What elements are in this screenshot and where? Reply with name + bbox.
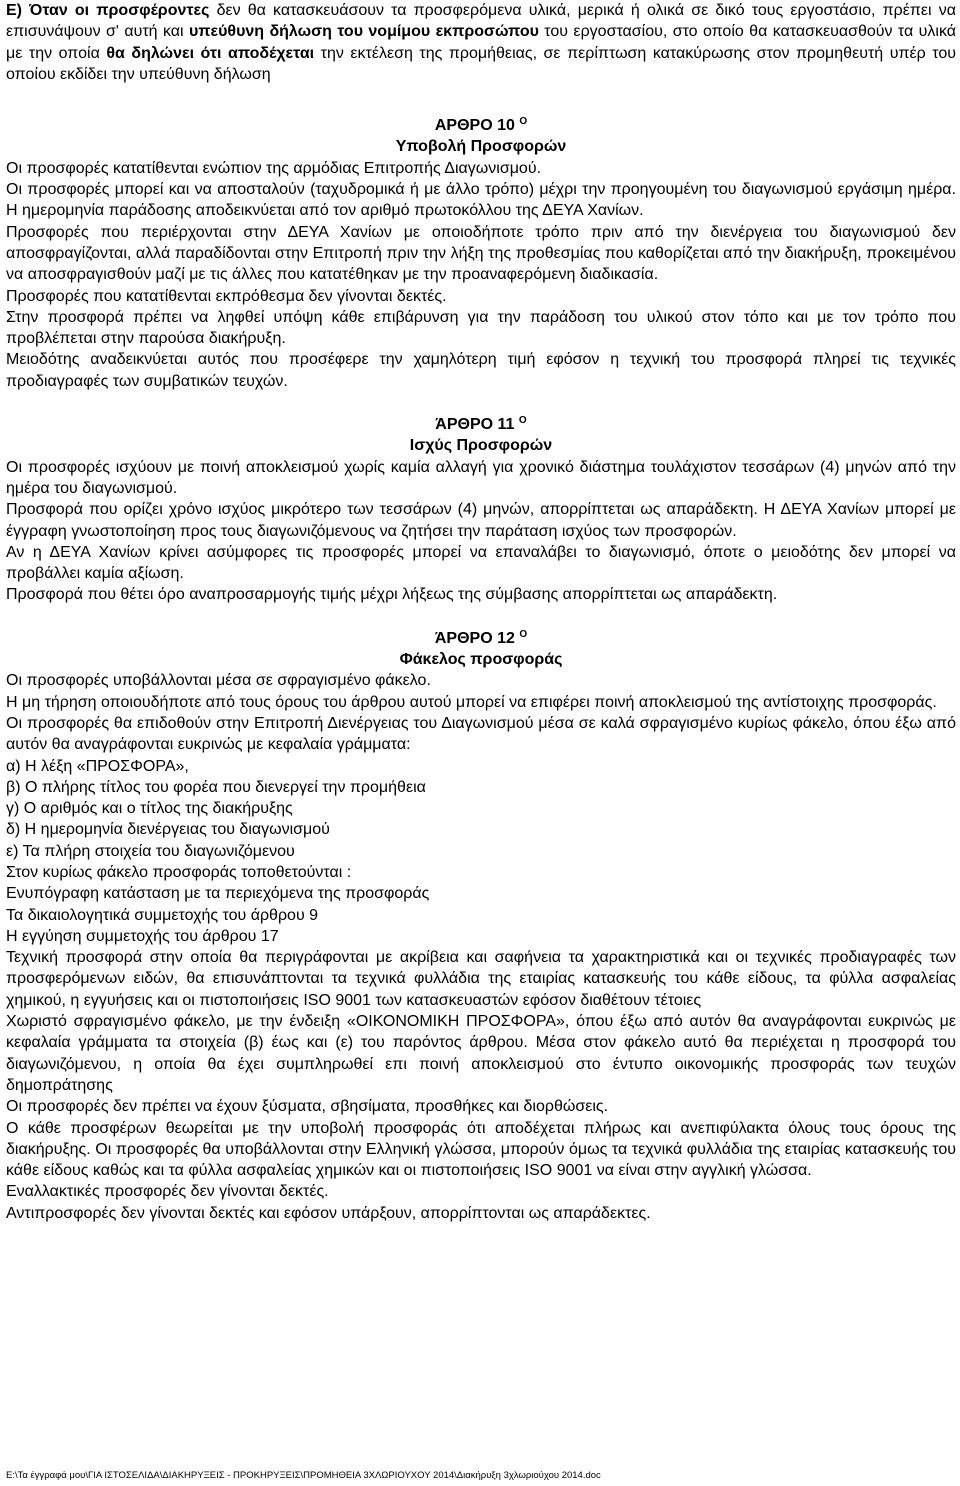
article-12-p-acceptance: Ο κάθε προσφέρων θεωρείται με την υποβολή προσφοράς ότι αποδέχεται πλήρως και ανεπιφύλακτα όλους τους όρους της διακήρυξης. Οι προσφορές θα υποβάλλονται στην Ελληνική γλώσσα, μπορούν όμως τα τεχνικά φυλλάδια της εταιρίας κατασκευής του κάθε είδους καθώς και τα φύλλα ασφαλείας χημικών και οι πιστοποιήσεις ISO 9001 να είναι στην αγγλική γλώσσα. [6,1119,956,1180]
article-12-item-d: δ) Η ημερομηνία διενέργειας του διαγωνισμού [6,821,330,839]
article-10-p5: Στην προσφορά πρέπει να ληφθεί υπόψη κάθε επιβάρυνση για την παράδοση του υλικού στον τόπο και με τον τρόπο που προβλέπεται στην παρούσα διακήρυξη. [6,308,956,348]
article-12-heading: ΆΡΘΡΟ 12 $^O$ [434,628,528,647]
article-10-title: Υποβολή Προσφορών [395,138,567,156]
article-12-p2: Η μη τήρηση οποιουδήποτε από τους όρους του άρθρου αυτού μπορεί να επιφέρει ποινή αποκλεισμού της αντίστοιχης προσφοράς. [6,693,937,711]
article-11-p1: Οι προσφορές ισχύουν με ποινή αποκλεισμού χωρίς καμία αλλαγή για χρονικό διάστημα τουλάχιστον τεσσάρων (4) μηνών από την ημέρα του διαγωνισμού. [6,458,956,497]
article-12-p3: Οι προσφορές θα επιδοθούν στην Επιτροπή Διενέργειας του Διαγωνισμού μέσα σε καλά σφραγισμένο κυρίως φάκελο, όπου έξω από αυτόν θα αναγράφονται ευκρινώς με κεφαλαία γράμματα: [6,714,956,754]
article-12-p-contents-intro: Στον κυρίως φάκελο προσφοράς τοποθετούνται : [6,863,352,881]
article-12-p-alternatives: Εναλλακτικές προσφορές δεν γίνονται δεκτές. [6,1183,329,1201]
article-12-p-financial: Χωριστό σφραγισμένο φάκελο, με την ένδειξη «ΟΙΚΟΝΟΜΙΚΗ ΠΡΟΣΦΟΡΑ», όπου έξω από αυτόν θα αναγράφονται ευκρινώς με κεφαλαία γράμματα τα στοιχεία (β) έως και (ε) του παρόντος άρθρου. Μέσα στον φάκελο αυτό θα περιέχεται η προσφορά του διαγωνιζόμενου, η οποία θα έχει συμπληρωθεί επι ποινή αποκλεισμού στο έντυπο οικονομικής προσφοράς των τευχών δημοπράτησης [6,1013,956,1094]
article-10-p1: Οι προσφορές κατατίθενται ενώπιον της αρμόδιας Επιτροπής Διαγωνισμού. [6,159,542,177]
article-10-p6: Μειοδότης αναδεικνύεται αυτός που προσέφερε την χαμηλότερη τιμή εφόσον η τεχνική του προσφορά πληρεί τις τεχνικές προδιαγραφές των συμβατικών τευχών. [6,351,956,390]
article-10-p4: Προσφορές που κατατίθενται εκπρόθεσμα δεν γίνονται δεκτές. [6,287,447,305]
article-11-p4: Προσφορά που θέτει όρο αναπροσαρμογής τιμής μέχρι λήξεως της σύμβασης απορρίπτεται ως απαράδεκτη. [6,586,778,604]
article-11-heading: ΆΡΘΡΟ 11 $^O$ [435,415,527,434]
article-12-list-4: Τεχνική προσφορά στην οποία θα περιγράφονται με ακρίβεια και σαφήνεια τα χαρακτηριστικά και οι τεχνικές προδιαγραφές των προσφερόμενων ειδών, θα επισυνάπτονται τα τεχνικά φυλλάδια της εταιρίας κατασκευής του κάθε είδους, τα φύλλα ασφαλείας χημικού, η εγγυήσεις και οι πιστοποιήσεις ISO 9001 των κατασκευαστών εφόσον διαθέτουν τέτοιες [6,949,956,1009]
article-12-p-counteroffers: Αντιπροσφορές δεν γίνονται δεκτές και εφόσον υπάρξουν, απορρίπτονται ως απαράδεκτες. [6,1204,651,1222]
intro-paragraph: Ε) Όταν οι προσφέροντες δεν θα κατασκευάσουν τα προσφερόμενα υλικά, μερικά ή ολικά σε δικό τους εργοστάσιο, πρέπει να επισυνάψουν σ' αυτή και υπεύθυνη δήλωση του νομίμου εκπροσώπου του εργοστασίου, στο οποίο θα κατασκευασθούν τα υλικά με την οποία θα δηλώνει ότι αποδέχεται την εκτέλεση της προμήθειας, σε περίπτωση κατακύρωσης στον προμηθευτή υπέρ του οποίου εκδίδει την υπεύθυνη δήλωση [6,2,957,83]
article-12-item-e: ε) Τα πλήρη στοιχεία του διαγωνιζόμενου [6,842,295,860]
article-12-list-3: Η εγγύηση συμμετοχής του άρθρου 17 [6,927,279,945]
article-12-p-corrections: Οι προσφορές δεν πρέπει να έχουν ξύσματα, σβησίματα, προσθήκες και διορθώσεις. [6,1098,609,1116]
article-12-item-a: α) Η λέξη «ΠΡΟΣΦΟΡΑ», [6,757,189,775]
document-page [6,0,956,1224]
article-10-p2: Οι προσφορές μπορεί και να αποσταλούν (ταχυδρομικά ή με άλλο τρόπο) μέχρι την προηγουμένη του διαγωνισμού εργάσιμη ημέρα. Η ημερομηνία παράδοσης αποδεικνύεται από τον αριθμό πρωτοκόλλου της ΔΕΥΑ Χανίων. [6,181,956,220]
article-10-p3: Προσφορές που περιέρχονται στην ΔΕΥΑ Χανίων με οποιοδήποτε τρόπο πριν από την διενέργεια του διαγωνισμού δεν αποσφραγίζονται, αλλά παραδίδονται στην Επιτροπή πριν την λήξη της προθεσμίας που καθορίζεται από την διακήρυξη, προκειμένου να αποσφραγισθούν μαζί με τις άλλες που κατατέθηκαν με την προαναφερόμενη διαδικασία. [6,223,956,284]
footer-file-path: E:\Τα έγγραφά μου\ΓΙΑ ΙΣΤΟΣΕΛΙΔΑ\ΔΙΑΚΗΡΥΞΕΙΣ - ΠΡΟΚΗΡΥΞΕΙΣ\ΠΡΟΜΗΘΕΙΑ 3ΧΛΩΡΙΟΥΧΟΥ 2014\Διακήρυξη 3χλωριούχου 2014.doc [6,1470,601,1481]
article-12-p1: Οι προσφορές υποβάλλονται μέσα σε σφραγισμένο φάκελο. [6,672,431,690]
intro-bold-acceptance: θα δηλώνει ότι αποδέχεται [106,44,315,62]
article-12-title: Φάκελος προσφοράς [399,651,563,669]
article-11-p3: Αν η ΔΕΥΑ Χανίων κρίνει ασύμφορες τις προσφορές μπορεί να επαναλάβει το διαγωνισμό, όποτε ο μειοδότης δεν μπορεί να προβάλλει καμία αξίωση. [6,543,956,583]
article-12-item-b: β) Ο πλήρης τίτλος του φορέα που διενεργεί την προμήθεια [6,778,426,796]
article-11-p2: Προσφορά που ορίζει χρόνο ισχύος μικρότερο των τεσσάρων (4) μηνών, απορρίπτεται ως απαράδεκτη. Η ΔΕΥΑ Χανίων μπορεί με έγγραφη γνωστοποίηση προς τους διαγωνιζόμενους να ζητήσει την παράταση ισχύος των προσφορών. [6,501,956,540]
article-12-list-1: Ενυπόγραφη κατάσταση με τα περιεχόμενα της προσφοράς [6,885,430,903]
intro-label: Ε) Όταν οι προσφέροντες [6,2,210,19]
article-12-item-c: γ) Ο αριθμός και ο τίτλος της διακήρυξης [6,800,293,818]
article-10-heading: ΑΡΘΡΟ 10 $^O$ [434,116,528,135]
intro-bold-declaration: υπεύθυνη δήλωση του νομίμου εκπροσώπου [188,23,539,41]
article-12-list-2: Τα δικαιολογητικά συμμετοχής του άρθρου 9 [6,906,319,924]
article-11-title: Ισχύς Προσφορών [409,437,553,455]
